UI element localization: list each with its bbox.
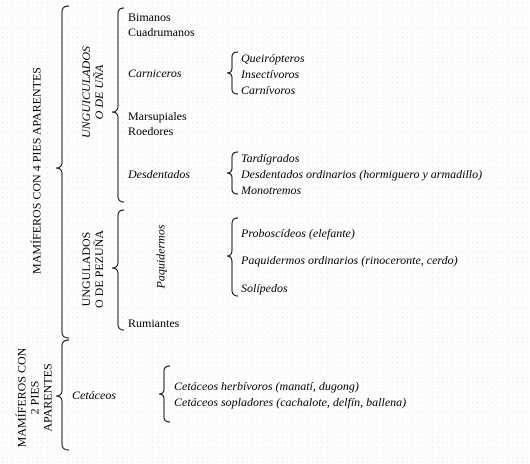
- brace-mamiferos-2-pies: [56, 340, 69, 450]
- brace-carniceros: [227, 52, 238, 94]
- order-desdentados: Desdentados: [128, 167, 190, 181]
- brace-cetaceos: [159, 366, 170, 422]
- brace-unguiculados: [112, 8, 124, 202]
- sub-paquidermos-ordinarios: Paquidermos ordinarios (rinoceronte, cerdo): [241, 253, 458, 267]
- order-cetaceos: Cetáceos: [72, 388, 116, 402]
- sub-insectivoros: Insectívoros: [241, 67, 300, 81]
- sub-monotremos: Monotremos: [241, 183, 302, 197]
- order-bimanos: Bimanos: [128, 10, 171, 24]
- label-paquidermos: Paquidermos: [153, 224, 168, 289]
- order-rumiantes: Rumiantes: [128, 316, 180, 330]
- sub-carnivoros: Carnívoros: [241, 83, 296, 97]
- brace-ungulados: [112, 210, 124, 330]
- title-ungulados: UNGULADOS O DE PEZUÑA: [79, 230, 106, 308]
- brace-paquidermos: [227, 218, 238, 296]
- title-unguiculados: UNGUICULADOS O DE UÑA: [79, 46, 106, 139]
- sub-tardigrados: Tardígrados: [241, 151, 300, 165]
- title-mamiferos-4-pies: MAMÍFEROS CON 4 PIES APARENTES: [29, 67, 44, 274]
- sub-proboscideos: Proboscídeos (elefante): [241, 226, 355, 240]
- title-mamiferos-2-pies: MAMÍFEROS CON 2 PIES APARENTES: [14, 347, 55, 448]
- order-carniceros: Carniceros: [128, 66, 182, 80]
- brace-desdentados: [227, 152, 238, 194]
- brace-mamiferos-4-pies: [56, 6, 69, 338]
- sub-cetaceos-sopladores: Cetáceos sopladores (cachalote, delfín, ballena): [174, 395, 407, 409]
- sub-desdentados-ordinarios: Desdentados ordinarios (hormiguero y armadillo): [241, 167, 483, 181]
- order-cuadrumanos: Cuadrumanos: [128, 25, 195, 39]
- sub-cetaceos-herbivoros: Cetáceos herbívoros (manatí, dugong): [174, 379, 359, 393]
- order-roedores: Roedores: [128, 124, 174, 138]
- order-marsupiales: Marsupiales: [128, 109, 187, 123]
- sub-solipedos: Solípedos: [241, 281, 288, 295]
- sub-queiropteros: Queirópteros: [241, 51, 305, 65]
